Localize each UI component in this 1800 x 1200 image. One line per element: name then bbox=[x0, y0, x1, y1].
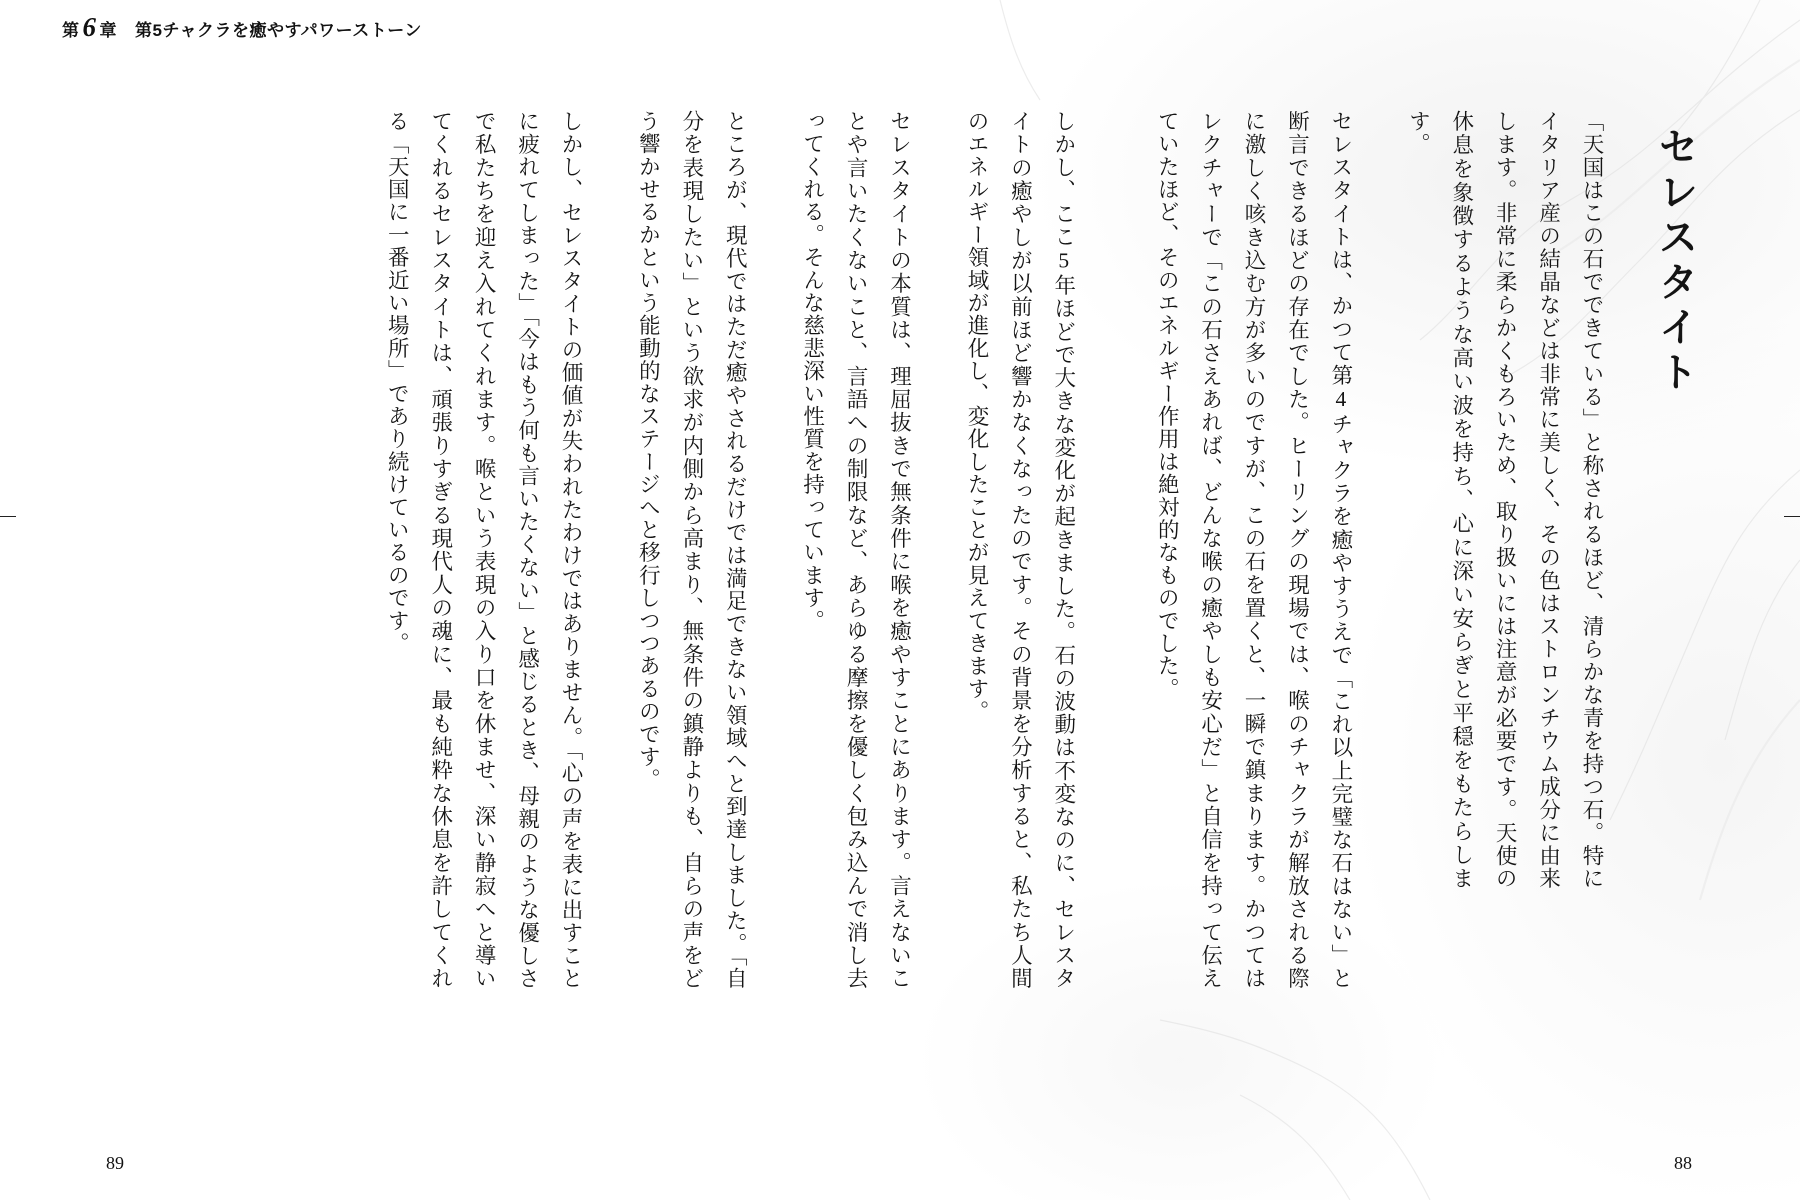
folio-right: 88 bbox=[1674, 1153, 1692, 1173]
body-text-columns bbox=[375, 110, 1704, 990]
folio-left: 89 bbox=[106, 1153, 124, 1173]
section-title: セレスタイト bbox=[1653, 126, 1697, 396]
running-head-chapter-prefix: 第 bbox=[62, 21, 80, 40]
paragraph-4: セレスタイトの本質は、理屈抜きで無条件に喉を癒やすことにあります。言えないことや言いたくないこと、言語への制限など、あらゆる摩擦を優しく包み込んで消し去ってくれる。そんな慈悲深い性質を持っています。 bbox=[800, 110, 912, 990]
running-head bbox=[62, 14, 422, 41]
paragraph-6: しかし、セレスタイトの価値が失われたわけではありません。「心の声を表に出すことに疲れてしまった」「今はもう何も言いたくない」と感じるとき、母親のような優しさで私たちを迎え入れてくれます。喉という表現の入り口を休ませ、深い静寂へと導いてくれるセレスタイトは、頑張りすぎる現代人の魂に、最も純粋な休息を許してくれる「天国に一番近い場所」であり続けているのです。 bbox=[385, 110, 583, 990]
paragraph-2: セレスタイトは、かつて第4チャクラを癒やすうえで「これ以上完璧な石はない」と断言できるほどの存在でした。ヒーリングの現場では、喉のチャクラが解放される際に激しく咳き込む方が多いのですが、この石を置くと、一瞬で鎮まります。かつてはレクチャーで「この石さえあれば、どんな喉の癒やしも安心だ」と自信を持って伝えていたほど、そのエネルギー作用は絶対的なものでした。 bbox=[1155, 110, 1353, 990]
paragraph-3: しかし、ここ5年ほどで大きな変化が起きました。石の波動は不変なのに、セレスタイトの癒やしが以前ほど響かなくなったのです。その背景を分析すると、私たち人間のエネルギー領域が進化し、変化したことが見えてきます。 bbox=[964, 110, 1076, 990]
paragraph-5: ところが、現代ではただ癒やされるだけでは満足できない領域へと到達しました。「自分を表現したい」という欲求が内側から高まり、無条件の鎮静よりも、自らの声をどう響かせるかという能動的なステージへと移行しつつあるのです。 bbox=[636, 110, 748, 990]
running-head-chapter-number: 6 bbox=[82, 12, 97, 42]
trim-mark-left bbox=[0, 516, 16, 517]
trim-mark-right bbox=[1784, 516, 1800, 517]
running-head-chapter-suffix: 章 bbox=[99, 21, 117, 40]
running-head-chapter-title: 第5チャクラを癒やすパワーストーン bbox=[135, 21, 422, 40]
paragraph-1: 「天国はこの石でできている」と称されるほど、清らかな青を持つ石。特にイタリア産の結晶などは非常に美しく、その色はストロンチウム成分に由来します。非常に柔らかくもろいため、取り扱いには注意が必要です。天使の休息を象徴するような高い波を持ち、心に深い安らぎと平穏をもたらします。 bbox=[1406, 110, 1604, 890]
